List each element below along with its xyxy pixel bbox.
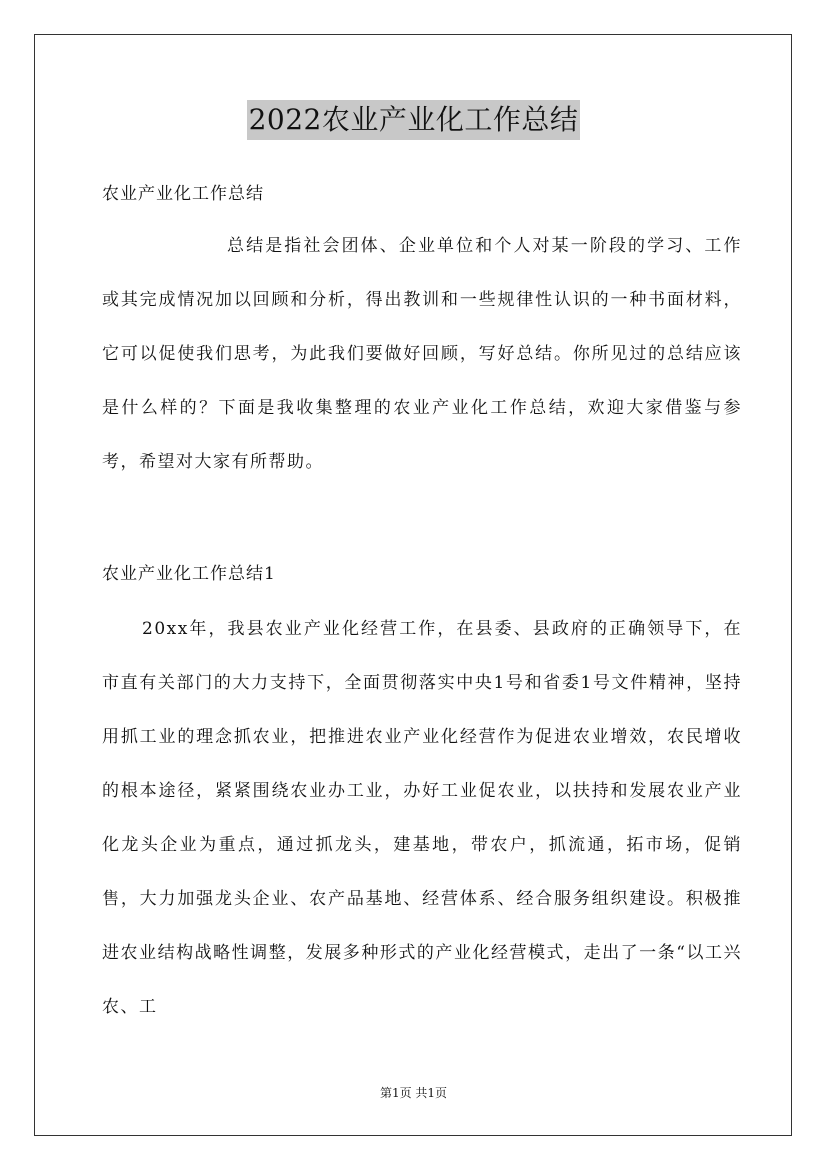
section-text: 20xx年，我县农业产业化经营工作，在县委、县政府的正确领导下，在市直有关部门的大力支持下，全面贯彻落实中央1号和省委1号文件精神，坚持用抓工业的理念抓农业，把推进农业产业化经营作为促进农业增效，农民增收的根本途径，紧紧围绕农业办工业，办好工业促农业，以扶持和发展农业产业化龙头企业为重点，通过抓龙头，建基地，带农户，抓流通，拓市场，促销售，大力加强龙头企业、农产品基地、经营体系、经合服务组织建设。积极推进农业结构战略性调整，发展多种形式的产业化经营模式，走出了一条“以工兴农、工 — [102, 619, 742, 1017]
intro-paragraph — [102, 219, 742, 489]
section-heading: 农业产业化工作总结1 — [102, 564, 276, 584]
section-paragraph — [102, 602, 742, 1034]
document-subtitle: 农业产业化工作总结 — [102, 184, 264, 204]
intro-text: 总结是指社会团体、企业单位和个人对某一阶段的学习、工作或其完成情况加以回顾和分析，得出教训和一些规律性认识的一种书面材料，它可以促使我们思考，为此我们要做好回顾，写好总结。你所见过的总结应该是什么样的？下面是我收集整理的农业产业化工作总结，欢迎大家借鉴与参考，希望对大家有所帮助。 — [102, 236, 742, 472]
document-title: 2022农业产业化工作总结 — [247, 100, 581, 140]
page-footer: 第1页 共1页 — [379, 1086, 448, 1100]
title-container — [0, 100, 827, 140]
